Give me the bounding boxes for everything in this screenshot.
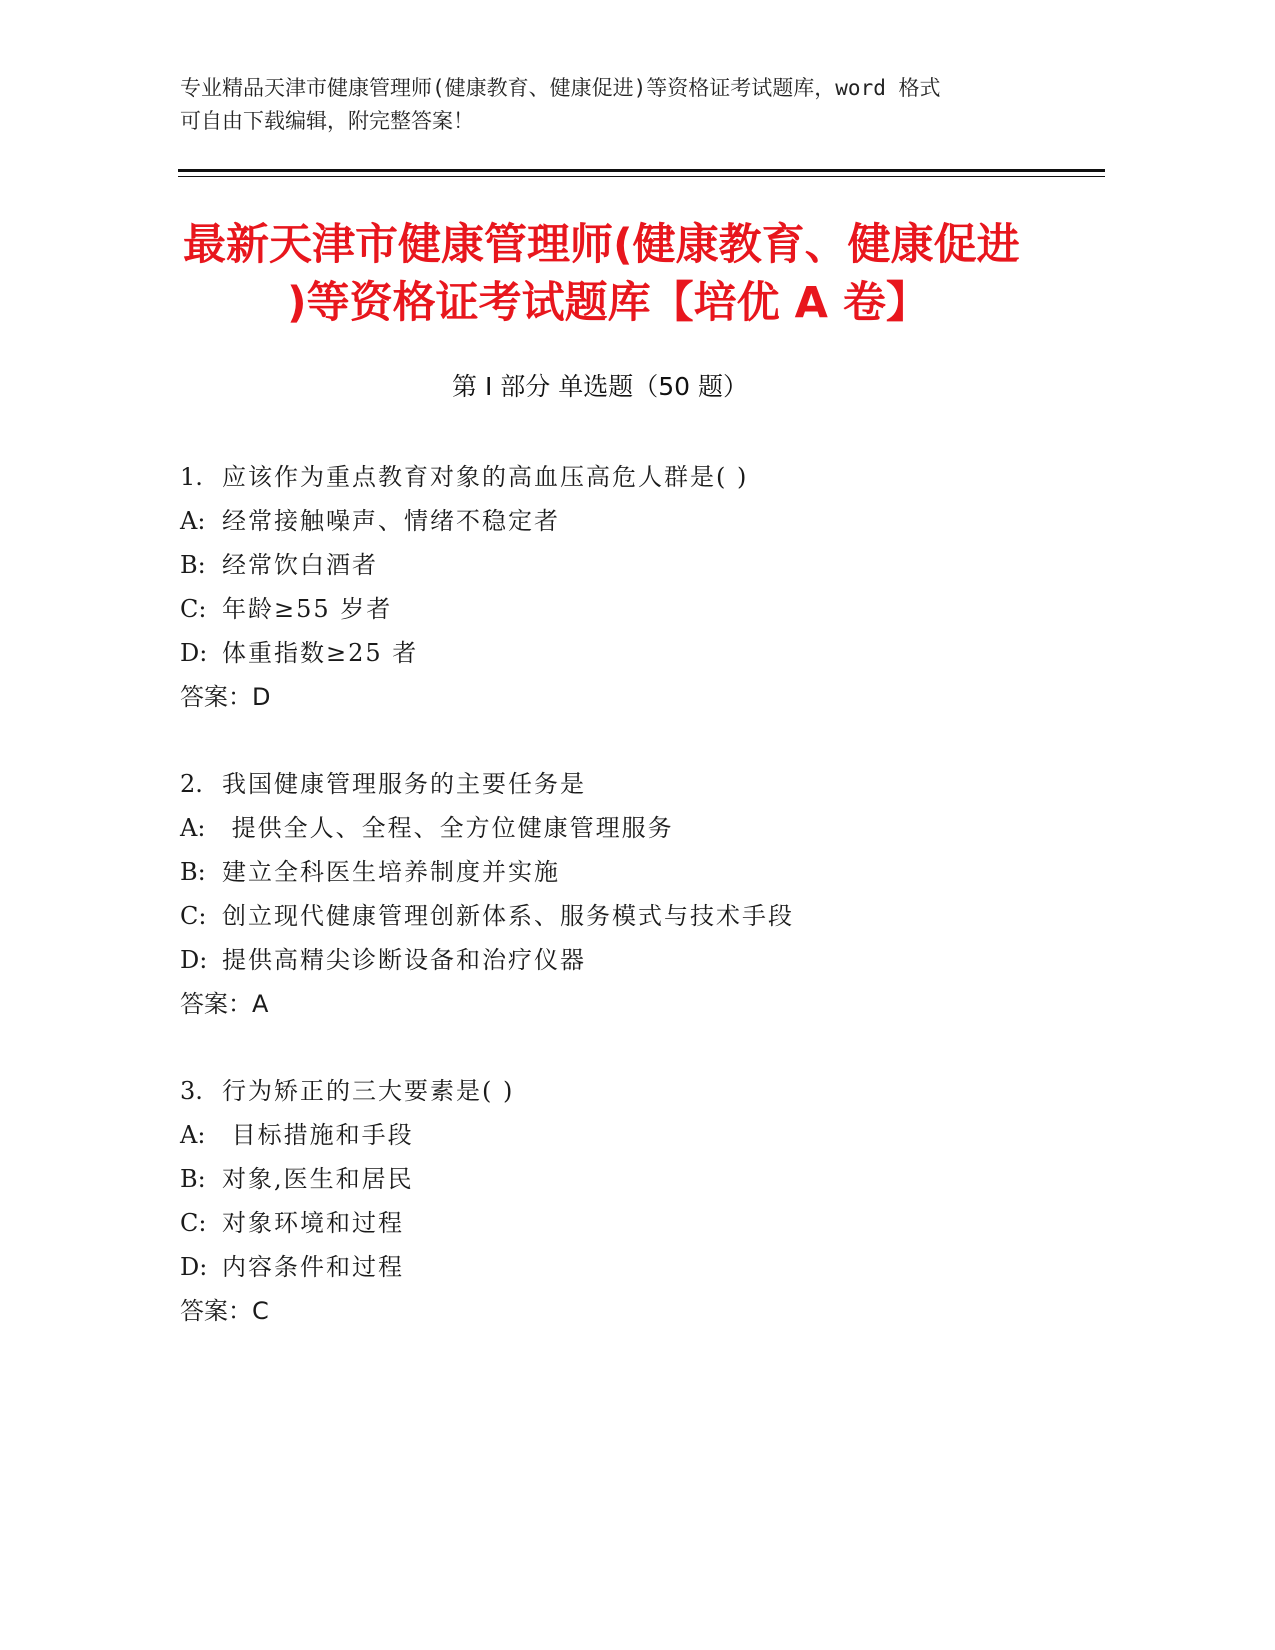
header-divider-thick <box>178 169 1105 172</box>
option-key: C: <box>180 902 207 930</box>
option-text: 对象环境和过程 <box>222 1209 404 1237</box>
question-number: 3. <box>180 1077 203 1105</box>
option-b <box>180 543 1080 587</box>
option-key: B: <box>180 551 206 579</box>
option-key: C: <box>180 595 207 623</box>
option-key: D: <box>180 946 208 974</box>
option-text: 经常接触噪声、情绪不稳定者 <box>222 507 560 535</box>
option-text: 目标措施和手段 <box>222 1121 414 1149</box>
option-key: D: <box>180 1253 208 1281</box>
header-divider-thin <box>178 176 1105 177</box>
option-text: 对象,医生和居民 <box>222 1165 414 1193</box>
option-key: A: <box>180 507 206 535</box>
question-stem <box>180 762 1080 806</box>
option-text: 建立全科医生培养制度并实施 <box>222 858 560 886</box>
option-text: 提供高精尖诊断设备和治疗仪器 <box>222 946 586 974</box>
answer-line: 答案：A <box>180 990 269 1018</box>
question-stem-text: 应该作为重点教育对象的高血压高危人群是( ) <box>222 463 749 491</box>
option-a <box>180 806 1080 850</box>
question-stem-text: 我国健康管理服务的主要任务是 <box>222 770 586 798</box>
option-c <box>180 894 1080 938</box>
option-key: A: <box>180 814 206 842</box>
question-stem <box>180 1069 1080 1113</box>
option-c <box>180 587 1080 631</box>
question-list <box>180 455 1080 1376</box>
option-a <box>180 1113 1080 1157</box>
header-note <box>180 72 1040 138</box>
answer-line: 答案：D <box>180 683 271 711</box>
document-title <box>180 216 1060 332</box>
option-key: B: <box>180 1165 206 1193</box>
option-b <box>180 850 1080 894</box>
option-text: 体重指数≥25 者 <box>222 639 419 667</box>
question-number: 1. <box>180 463 203 491</box>
option-key: B: <box>180 858 206 886</box>
option-d <box>180 1245 1080 1289</box>
option-text: 经常饮白酒者 <box>222 551 378 579</box>
question-stem <box>180 455 1080 499</box>
question-2 <box>180 762 1080 1026</box>
document-title-line-2: )等资格证考试题库【培优 A 卷】 <box>287 278 929 328</box>
option-key: C: <box>180 1209 207 1237</box>
question-3 <box>180 1069 1080 1333</box>
option-d <box>180 938 1080 982</box>
option-b <box>180 1157 1080 1201</box>
option-text: 创立现代健康管理创新体系、服务模式与技术手段 <box>222 902 794 930</box>
document-title-line-1: 最新天津市健康管理师(健康教育、健康促进 <box>183 220 1020 270</box>
header-note-line-1: 专业精品天津市健康管理师(健康教育、健康促进)等资格证考试题库，word 格式 <box>180 76 941 100</box>
question-stem-text: 行为矫正的三大要素是( ) <box>222 1077 515 1105</box>
option-d <box>180 631 1080 675</box>
option-text: 内容条件和过程 <box>222 1253 404 1281</box>
section-heading: 第 I 部分 单选题（50 题） <box>452 372 748 401</box>
question-number: 2. <box>180 770 203 798</box>
option-a <box>180 499 1080 543</box>
question-1 <box>180 455 1080 719</box>
option-c <box>180 1201 1080 1245</box>
option-key: D: <box>180 639 208 667</box>
option-text: 提供全人、全程、全方位健康管理服务 <box>222 814 674 842</box>
option-text: 年龄≥55 岁者 <box>222 595 393 623</box>
header-note-line-2: 可自由下载编辑，附完整答案！ <box>180 109 474 133</box>
option-key: A: <box>180 1121 206 1149</box>
answer-line: 答案：C <box>180 1297 269 1325</box>
